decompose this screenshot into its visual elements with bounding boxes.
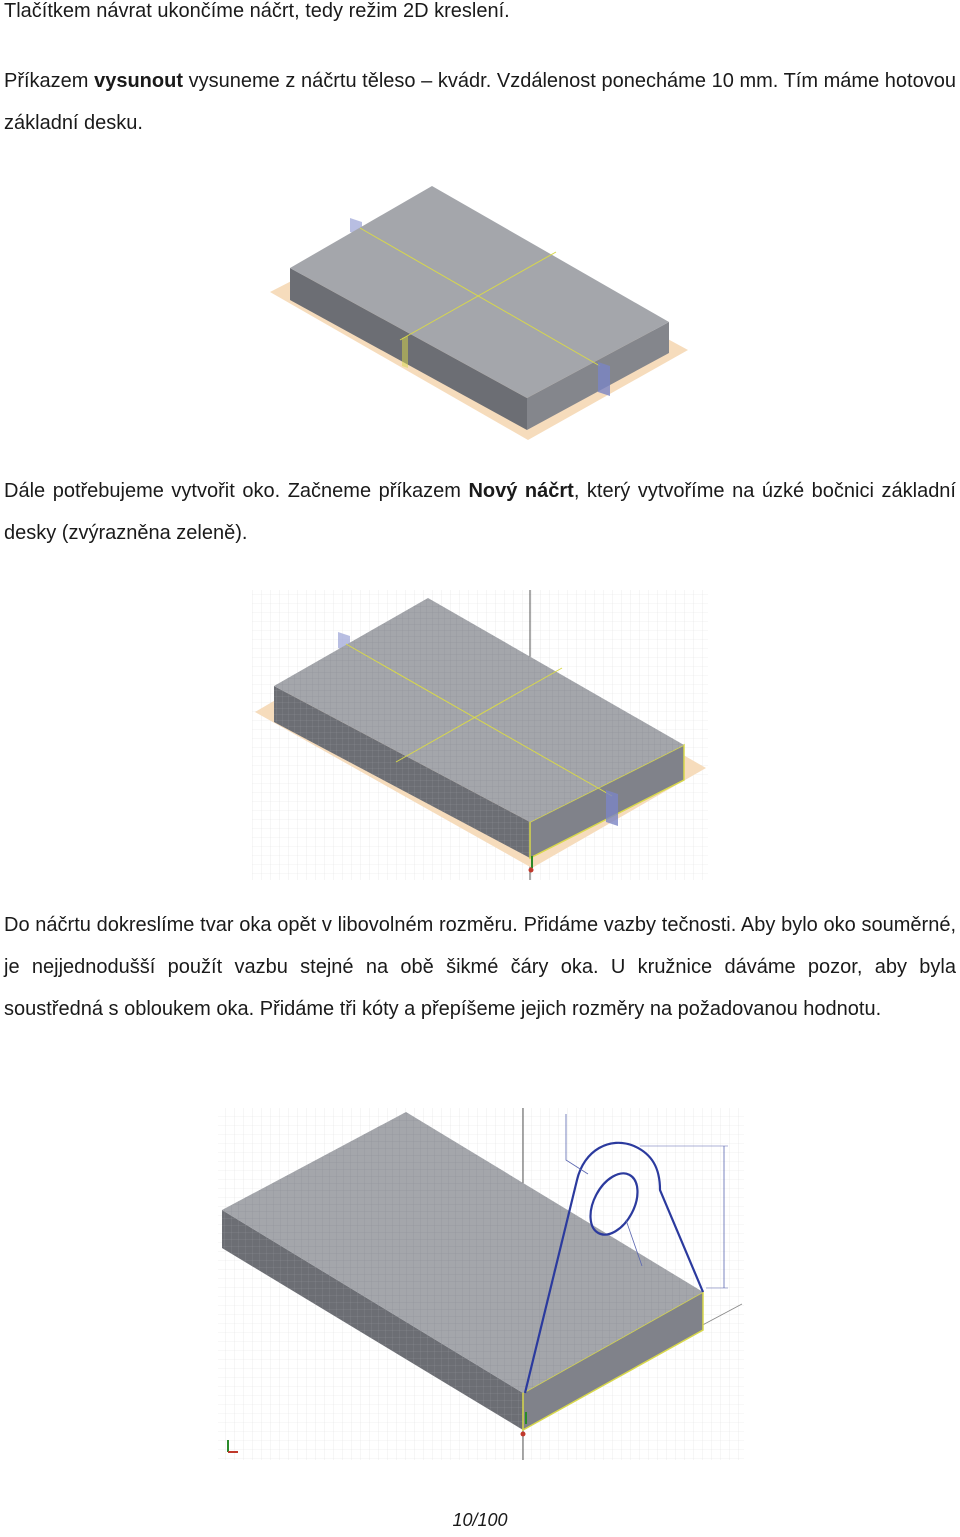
paragraph-text: Do náčrtu dokreslíme tvar oka opět v libovolném rozměru. Přidáme vazby tečnosti. Aby bylo oko souměrné, je nejjednodušší použít vazbu stejné na obě šikmé čáry oka. U kružnice dáváme pozor, aby byla soustředná s obloukem oka. Přidáme tři kóty a přepíšeme jejich rozměry na požadovanou hodnotu.: [4, 914, 956, 1020]
paragraph-text: , který vytvoříme na úzké bočnici základní desky (zvýrazněna zeleně).: [4, 480, 956, 544]
paragraph-new-sketch: [4, 470, 956, 554]
paragraph-eye-sketch: [4, 904, 956, 1030]
sketch-plane-front: [598, 362, 610, 396]
figure-eye-sketch: [216, 1106, 746, 1464]
paragraph-text: Dále potřebujeme vytvořit oko. Začneme příkazem: [4, 480, 469, 502]
origin-point: [529, 868, 534, 873]
paragraph-text: Tlačítkem návrat ukončíme náčrt, tedy režim 2D kreslení.: [4, 0, 510, 22]
origin-point: [521, 1432, 526, 1437]
paragraph-sketch-exit: [4, 0, 956, 32]
figure-base-plate: [260, 175, 700, 450]
sketch-plane-side: [402, 336, 408, 368]
page-number: 10/100: [452, 1510, 508, 1530]
command-name-new-sketch: Nový náčrt: [468, 480, 574, 502]
paragraph-text: Příkazem: [4, 70, 95, 92]
paragraph-text: vysuneme z náčrtu těleso – kvádr. Vzdálenost ponecháme 10 mm. Tím máme hotovou základní desku.: [4, 70, 956, 134]
command-name-extrude: vysunout: [94, 70, 183, 92]
sketch-plane-front: [606, 790, 618, 826]
figure-plate-face-selected: [250, 588, 710, 883]
paragraph-extrude: [4, 60, 956, 144]
